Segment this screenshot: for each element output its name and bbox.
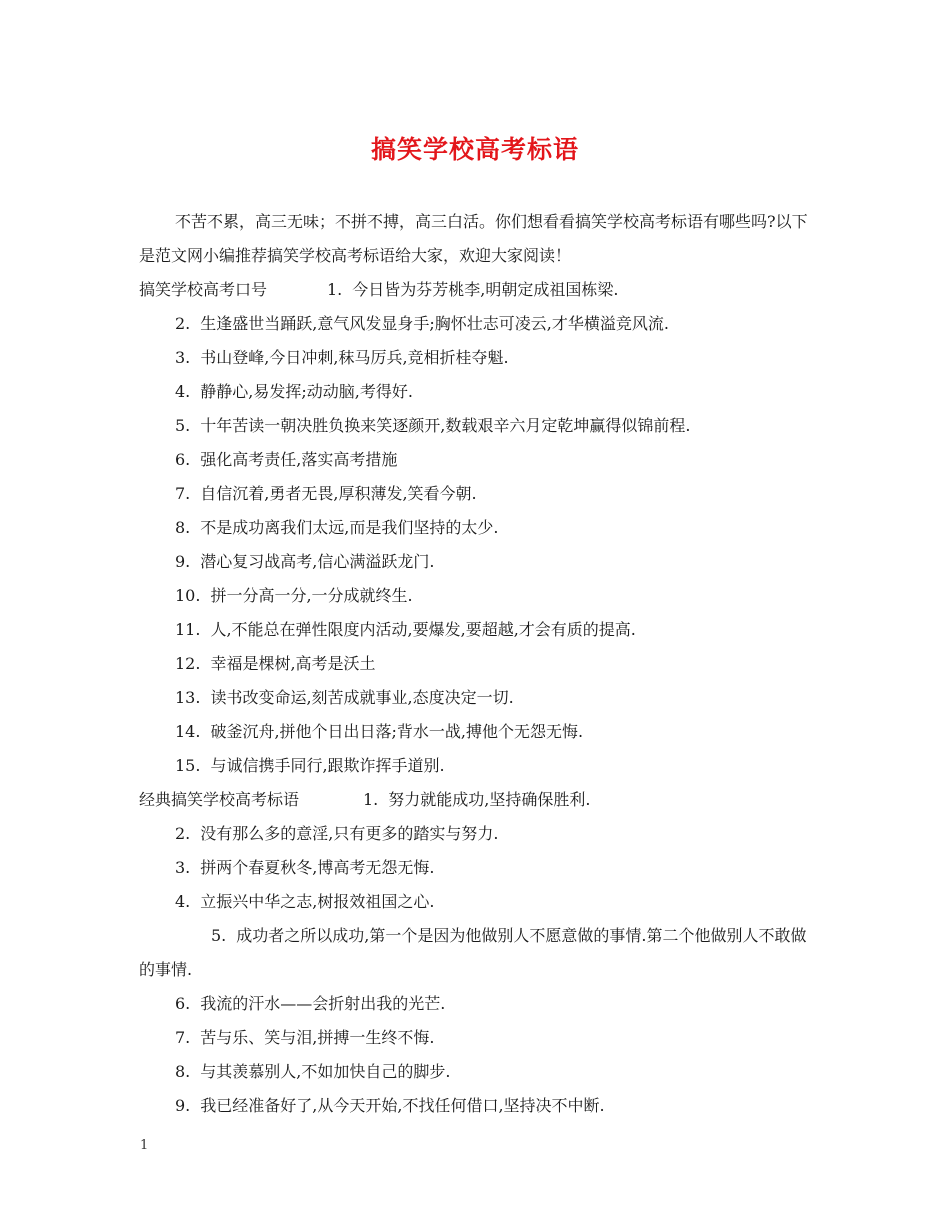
item-text: 我已经准备好了,从今天开始,不找任何借口,坚持决不中断.	[200, 1096, 605, 1115]
list-item	[139, 1055, 815, 1089]
document-title: 搞笑学校高考标语	[370, 135, 579, 164]
item-text: 成功者之所以成功,第一个是因为他做别人不愿意做的事情.第二个他做别人不敢做的事情.	[139, 926, 807, 979]
list-item	[139, 375, 815, 409]
list-item	[139, 477, 815, 511]
item-number: 9.	[175, 552, 191, 571]
item-text: 努力就能成功,坚持确保胜利.	[388, 790, 591, 809]
item-number: 1.	[327, 280, 343, 299]
list-item	[139, 817, 815, 851]
section-heading-line	[139, 273, 815, 307]
item-number: 6.	[175, 450, 191, 469]
item-number: 3.	[175, 858, 191, 877]
list-item	[139, 919, 815, 987]
list-item	[139, 1089, 815, 1123]
item-text: 苦与乐、笑与泪,拼搏一生终不悔.	[200, 1028, 435, 1047]
item-number: 3.	[175, 348, 191, 367]
item-number: 4.	[175, 892, 191, 911]
section-heading: 搞笑学校高考口号	[139, 280, 268, 299]
item-text: 读书改变命运,刻苦成就事业,态度决定一切.	[210, 688, 514, 707]
item-number: 2.	[175, 824, 191, 843]
item-number: 9.	[175, 1096, 191, 1115]
item-text: 书山登峰,今日冲刺,秣马厉兵,竞相折桂夺魁.	[200, 348, 509, 367]
item-text: 人,不能总在弹性限度内活动,要爆发,要超越,才会有质的提高.	[210, 620, 636, 639]
list-item	[139, 409, 815, 443]
item-number: 11.	[175, 620, 201, 639]
list-item	[139, 613, 815, 647]
item-number: 10.	[175, 586, 201, 605]
item-text: 生逢盛世当踊跃,意气风发显身手;胸怀壮志可凌云,才华横溢竞风流.	[200, 314, 669, 333]
item-number: 1.	[363, 790, 379, 809]
item-text: 拼一分高一分,一分成就终生.	[210, 586, 413, 605]
item-text: 自信沉着,勇者无畏,厚积薄发,笑看今朝.	[200, 484, 477, 503]
item-number: 7.	[175, 1028, 191, 1047]
section-heading-line	[139, 783, 815, 817]
list-item	[139, 851, 815, 885]
list-item	[139, 545, 815, 579]
page-number: 1	[140, 1138, 149, 1153]
item-number: 8.	[175, 518, 191, 537]
list-item	[139, 885, 815, 919]
item-text: 拼两个春夏秋冬,博高考无怨无悔.	[200, 858, 435, 877]
item-number: 4.	[175, 382, 191, 401]
list-item	[139, 681, 815, 715]
list-item	[139, 579, 815, 613]
item-number: 6.	[175, 994, 191, 1013]
list-item	[139, 715, 815, 749]
item-text: 立振兴中华之志,树报效祖国之心.	[200, 892, 435, 911]
item-text: 潜心复习战高考,信心满溢跃龙门.	[200, 552, 435, 571]
intro-paragraph: 不苦不累，高三无味；不拼不搏，高三白活。你们想看看搞笑学校高考标语有哪些吗?以下是范文网小编推荐搞笑学校高考标语给大家，欢迎大家阅读！	[139, 212, 808, 265]
item-text: 与诚信携手同行,跟欺诈挥手道别.	[210, 756, 445, 775]
item-number: 2.	[175, 314, 191, 333]
item-number: 5.	[175, 416, 191, 435]
list-item	[139, 307, 815, 341]
item-number: 8.	[175, 1062, 191, 1081]
item-text: 没有那么多的意淫,只有更多的踏实与努力.	[200, 824, 499, 843]
item-text: 与其羡慕别人,不如加快自己的脚步.	[200, 1062, 451, 1081]
item-text: 静静心,易发挥;动动脑,考得好.	[200, 382, 413, 401]
list-item	[139, 443, 815, 477]
item-number: 15.	[175, 756, 201, 775]
section-heading: 经典搞笑学校高考标语	[139, 790, 300, 809]
item-text: 不是成功离我们太远,而是我们坚持的太少.	[200, 518, 499, 537]
list-item	[139, 987, 815, 1021]
item-number: 12.	[175, 654, 201, 673]
document-body	[139, 205, 815, 1123]
list-item	[139, 511, 815, 545]
item-text: 十年苦读一朝决胜负换来笑逐颜开,数载艰辛六月定乾坤赢得似锦前程.	[200, 416, 691, 435]
list-item	[139, 647, 815, 681]
item-number: 13.	[175, 688, 201, 707]
list-item	[139, 749, 815, 783]
item-text: 幸福是棵树,高考是沃土	[210, 654, 376, 673]
item-text: 我流的汗水——会折射出我的光芒.	[200, 994, 446, 1013]
item-text: 今日皆为芬芳桃李,明朝定成祖国栋梁.	[352, 280, 619, 299]
list-item	[139, 341, 815, 375]
item-text: 强化高考责任,落实高考措施	[200, 450, 398, 469]
list-item	[139, 1021, 815, 1055]
item-text: 破釜沉舟,拼他个日出日落;背水一战,搏他个无怨无悔.	[210, 722, 584, 741]
item-number: 5.	[211, 926, 227, 945]
item-number: 14.	[175, 722, 201, 741]
item-number: 7.	[175, 484, 191, 503]
